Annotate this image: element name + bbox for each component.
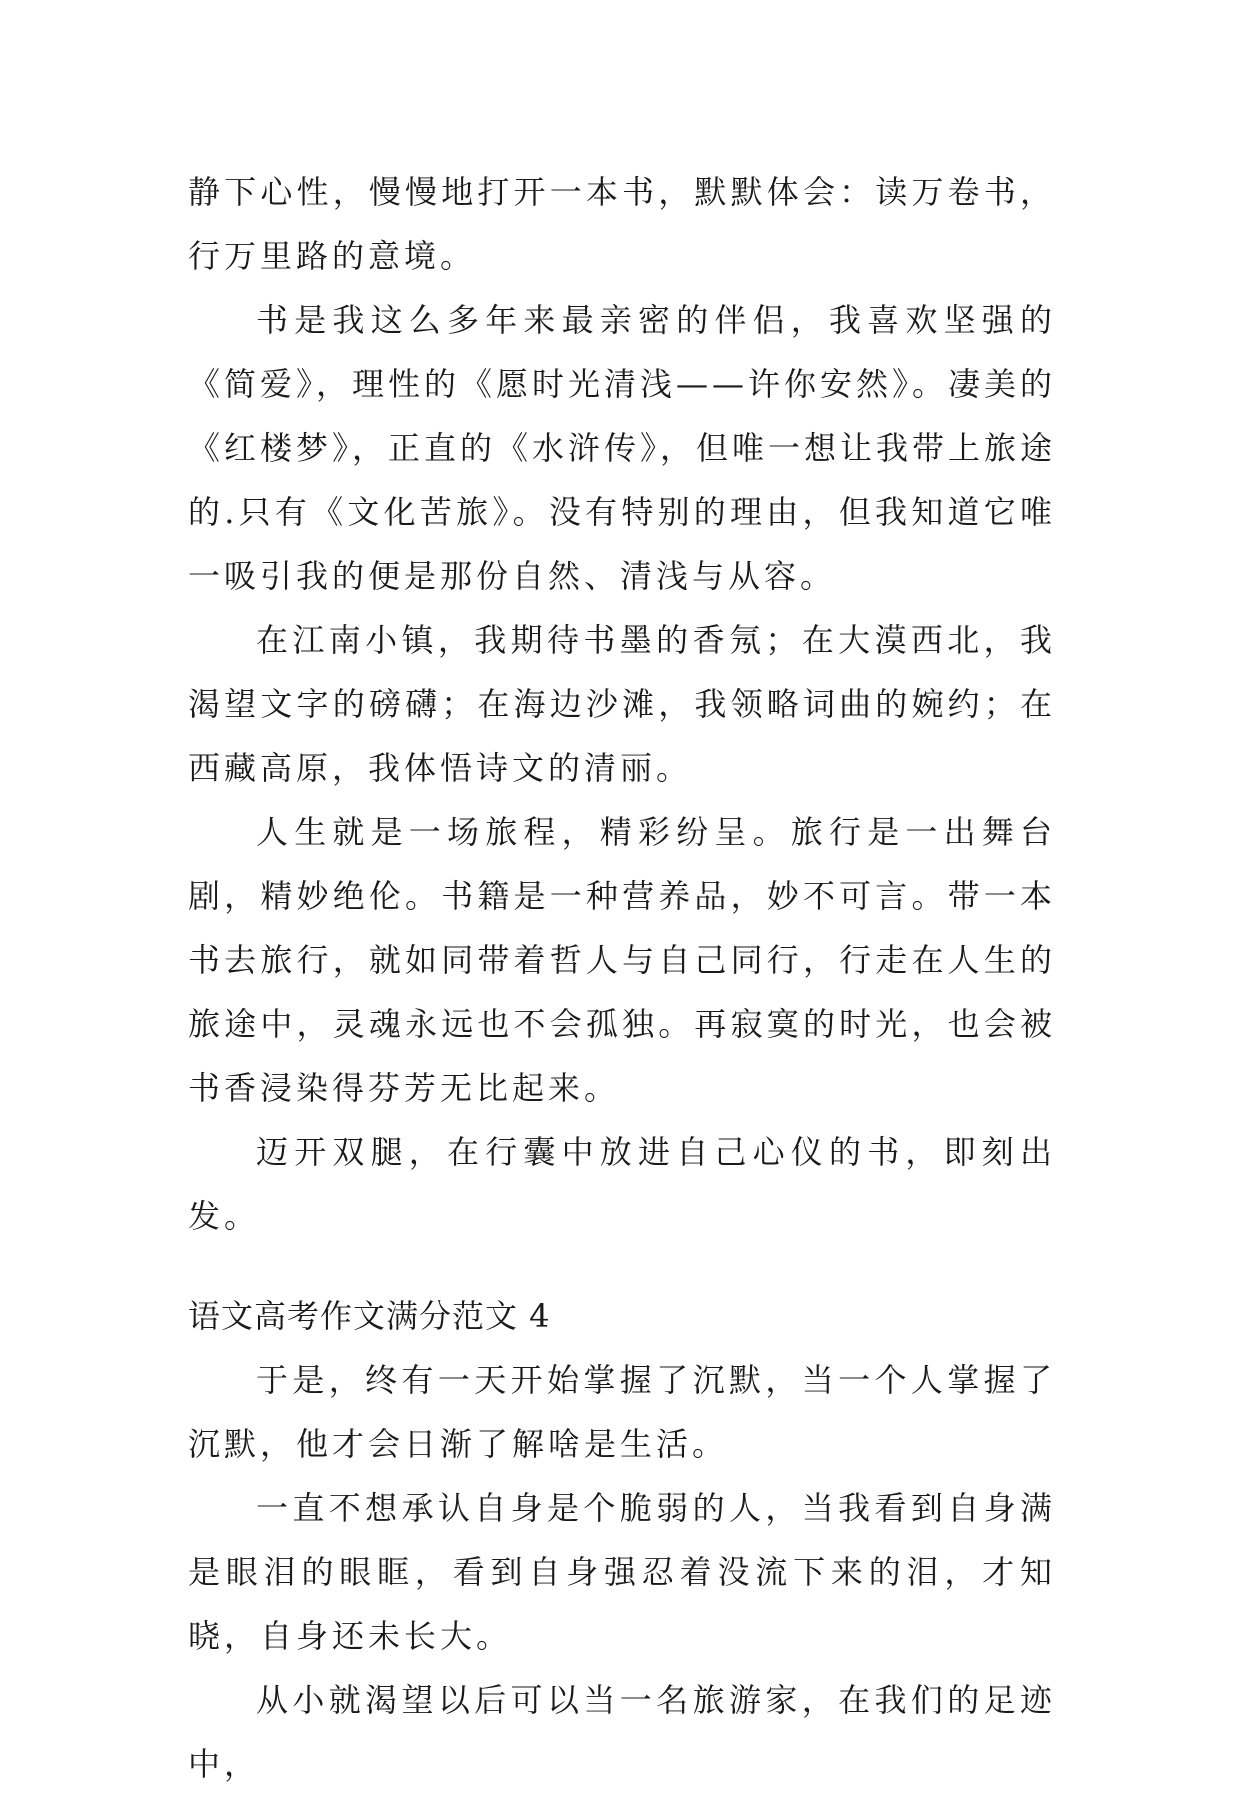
- paragraph-2: 书是我这么多年来最亲密的伴侣，我喜欢坚强的《简爱》，理性的《愿时光清浅——许你安然》。凄美的《红楼梦》，正直的《水浒传》，但唯一想让我带上旅途的.只有《文化苦旅》。没有特别的理由，但我知道它唯一吸引我的便是那份自然、清浅与从容。: [188, 301, 1057, 595]
- paragraph-8: 从小就渴望以后可以当一名旅游家，在我们的足迹中，: [188, 1681, 1056, 1783]
- paragraph-1: 静下心性，慢慢地打开一本书，默默体会：读万卷书，行万里路的意境。: [188, 173, 1056, 275]
- paragraph-5: 迈开双腿，在行囊中放进自己心仪的书，即刻出发。: [188, 1133, 1056, 1235]
- paragraph-6: 于是，终有一天开始掌握了沉默，当一个人掌握了沉默，他才会日渐了解啥是生活。: [188, 1361, 1056, 1463]
- paragraph-7: 一直不想承认自身是个脆弱的人，当我看到自身满是眼泪的眼眶，看到自身强忍着没流下来的泪，才知晓，自身还未长大。: [188, 1489, 1056, 1655]
- section-title: 语文高考作文满分范文 4: [188, 1297, 551, 1335]
- paragraph-3: 在江南小镇，我期待书墨的香氖；在大漠西北，我渴望文字的磅礴；在海边沙滩，我领略词曲的婉约；在西藏高原，我体悟诗文的清丽。: [188, 621, 1056, 787]
- paragraph-4: 人生就是一场旅程，精彩纷呈。旅行是一出舞台剧，精妙绝伦。书籍是一种营养品，妙不可言。带一本书去旅行，就如同带着哲人与自己同行，行走在人生的旅途中，灵魂永远也不会孤独。再寂寞的时光，也会被书香浸染得芬芳无比起来。: [188, 813, 1056, 1107]
- document-body: [188, 160, 1056, 1796]
